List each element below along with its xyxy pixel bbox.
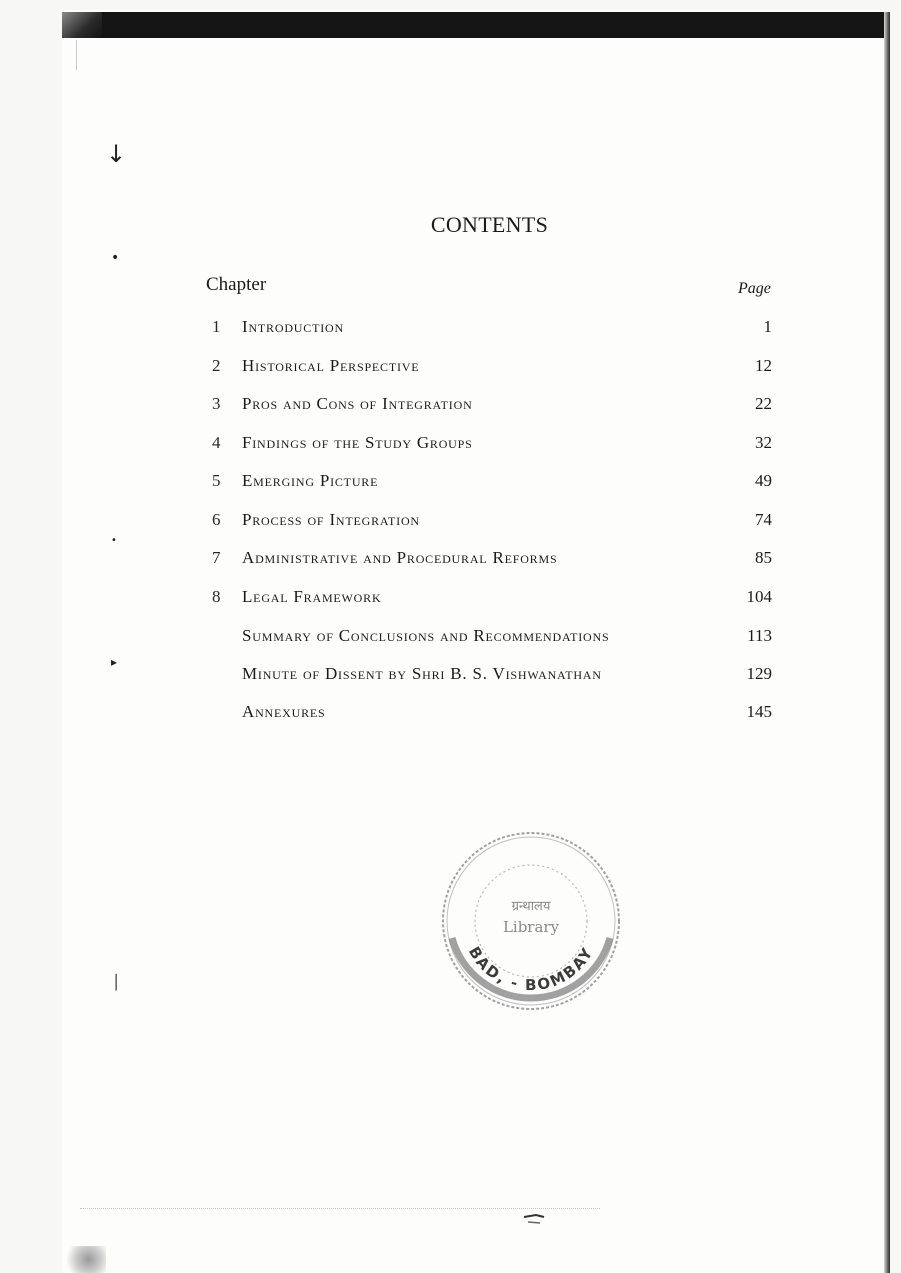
chapter-number: 6 xyxy=(212,510,221,529)
toc-entry xyxy=(0,510,901,532)
toc-entry xyxy=(0,664,901,686)
toc-entry xyxy=(0,587,901,609)
chapter-title: Minute of Dissent by Shri B. S. Vishwanathan xyxy=(242,664,602,683)
chapter-title: Annexures xyxy=(242,702,326,721)
chapter-title: Historical Perspective xyxy=(242,356,420,375)
page-number: 12 xyxy=(755,356,772,375)
chapter-title: Summary of Conclusions and Recommendations xyxy=(242,626,610,645)
toc-entry xyxy=(0,433,901,455)
chapter-title: Pros and Cons of Integration xyxy=(242,394,473,413)
chapter-number: 2 xyxy=(212,356,221,375)
chapter-title: Legal Framework xyxy=(242,587,382,606)
margin-dot-mark: ▸ xyxy=(111,655,118,669)
chapter-title: Introduction xyxy=(242,317,344,336)
toc-entry xyxy=(0,702,901,724)
toc-entry xyxy=(0,548,901,570)
toc-entry xyxy=(0,356,901,378)
margin-dot-mark: • xyxy=(111,535,117,546)
stamp-ring-text: BAD, - BOMBAY xyxy=(464,943,598,995)
chapter-title: Administrative and Procedural Reforms xyxy=(242,548,558,567)
margin-tick-mark: │ xyxy=(112,975,121,991)
toc-entry xyxy=(0,626,901,648)
page-number: 145 xyxy=(746,702,772,721)
toc-entry xyxy=(0,317,901,339)
scan-footer-rule xyxy=(80,1208,600,1210)
scan-left-edge-mark xyxy=(76,40,77,70)
chapter-number: 8 xyxy=(212,587,221,606)
scan-corner-shade xyxy=(62,12,102,38)
page-column-label: Page xyxy=(738,280,771,297)
chapter-number: 7 xyxy=(212,548,221,567)
scan-corner-smudge xyxy=(62,1246,106,1273)
contents-heading: CONTENTS xyxy=(430,212,549,237)
scan-top-bar xyxy=(62,12,890,38)
toc-entry xyxy=(0,394,901,416)
chapter-title: Findings of the Study Groups xyxy=(242,433,473,452)
margin-dot-mark: • xyxy=(111,250,120,266)
chapter-number: 5 xyxy=(212,471,221,490)
page-number: 113 xyxy=(747,626,772,645)
toc-entry xyxy=(0,471,901,493)
stamp-center-library: Library xyxy=(502,918,560,936)
chapter-column-label: Chapter xyxy=(206,274,267,295)
scan-footer-smudge xyxy=(522,1212,548,1226)
page-number: 74 xyxy=(755,510,772,529)
page-number: 104 xyxy=(746,587,772,606)
page-number: 85 xyxy=(755,548,772,567)
margin-arrow-mark: ↓ xyxy=(106,140,127,168)
page-number: 129 xyxy=(746,664,772,683)
page-number: 49 xyxy=(755,471,772,490)
stamp-center-hindi: ग्रन्थालय xyxy=(511,899,551,914)
chapter-number: 3 xyxy=(212,394,221,413)
chapter-title: Emerging Picture xyxy=(242,471,379,490)
chapter-number: 4 xyxy=(212,433,221,452)
page-number: 1 xyxy=(763,317,772,336)
chapter-number: 1 xyxy=(212,317,221,336)
page-number: 32 xyxy=(755,433,772,452)
chapter-title: Process of Integration xyxy=(242,510,420,529)
page-number: 22 xyxy=(755,394,772,413)
library-stamp xyxy=(438,828,624,1014)
